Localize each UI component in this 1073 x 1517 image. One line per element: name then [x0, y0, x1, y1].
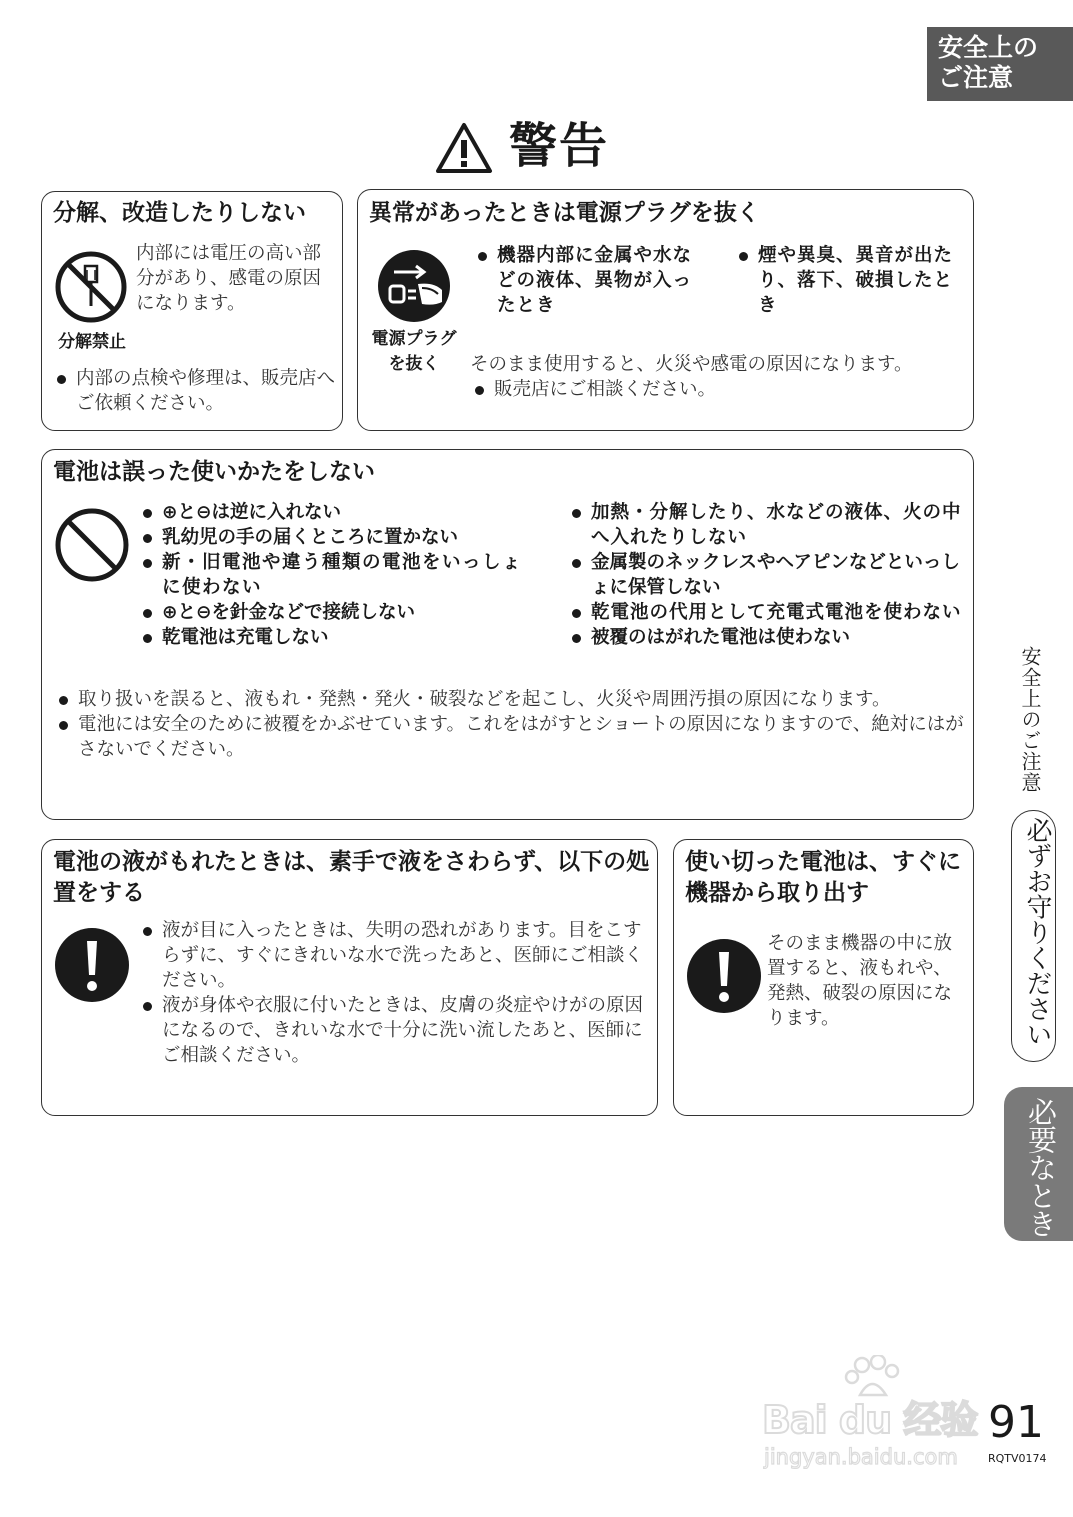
box-title: 分解、改造したりしない — [53, 200, 306, 226]
condition-item: 機器内部に金属や水などの液体、異物が入ったとき — [475, 243, 703, 318]
no-disassembly-icon — [54, 250, 128, 324]
side-tab-label: 必要なとき — [1024, 1097, 1058, 1237]
watermark-sub: jingyan.baidu.com — [764, 1445, 958, 1469]
bullet-item: 液が目に入ったときは、失明の恐れがあります。目をこすらずに、すぐにきれいな水で洗ったあと、医師にご相談ください。 — [140, 918, 648, 993]
battery-misuse-warning-box — [41, 449, 974, 820]
rule-item: 加熱・分解したり、水などの液体、火の中へ入れたりしない — [569, 500, 967, 550]
rule-item: 乾電池は充電しない — [140, 625, 538, 650]
icon-caption: 分解禁止 — [58, 332, 126, 352]
rule-item: 乾電池の代用として充電式電池を使わない — [569, 600, 967, 625]
battery-left-items — [140, 500, 538, 650]
box-bullets — [54, 366, 336, 416]
condition-item: 煙や異臭、異音が出たり、落下、破損したとき — [736, 243, 966, 318]
used-battery-warning-box — [673, 839, 974, 1116]
rule-item: ⊕と⊖は逆に入れない — [140, 500, 538, 525]
mandatory-action-icon — [54, 927, 130, 1003]
box-body-text: そのまま使用すると、火災や感電の原因になります。 — [470, 354, 913, 375]
box-body-text: そのまま機器の中に放置すると、液もれや、発熱、破裂の原因になります。 — [767, 933, 953, 1029]
page-number: 91 — [988, 1397, 1044, 1448]
battery-leak-warning-box — [41, 839, 658, 1116]
prohibited-icon — [54, 507, 130, 583]
battery-notes — [56, 687, 966, 762]
bullet-item: 販売店にご相談ください。 — [472, 377, 952, 402]
side-tab-when-needed[interactable] — [1004, 1087, 1073, 1241]
box-title: 異常があったときは電源プラグを抜く — [369, 200, 760, 226]
note-item: 取り扱いを誤ると、液もれ・発熱・発火・破裂などを起こし、火災や周囲汚損の原因になります。 — [56, 687, 966, 712]
model-code: RQTV0174 — [988, 1452, 1047, 1465]
disassemble-warning-box — [41, 191, 343, 431]
warning-header — [435, 118, 635, 180]
side-tab-must-follow[interactable] — [1011, 810, 1056, 1062]
mandatory-action-icon — [686, 938, 762, 1014]
rule-item: ⊕と⊖を針金などで接続しない — [140, 600, 538, 625]
rule-item: 金属製のネックレスやヘアピンなどといっしょに保管しない — [569, 550, 967, 600]
side-tab-label: 必ずお守りください — [1022, 817, 1052, 1047]
box-body-text: 内部には電圧の高い部分があり、感電の原因になります。 — [136, 243, 322, 314]
bullet-item: 内部の点検や修理は、販売店へご依頼ください。 — [54, 366, 336, 416]
rule-item: 乳幼児の手の届くところに置かない — [140, 525, 538, 550]
box-bullets — [140, 918, 648, 1068]
watermark-main: Bai du 经验 — [762, 1398, 978, 1442]
side-tab-safety[interactable]: 安全上のご注意 — [1018, 646, 1042, 793]
section-tab: 安全上の ご注意 — [927, 27, 1073, 101]
conditions-right — [736, 243, 966, 318]
unplug-warning-box — [357, 189, 974, 431]
box-title: 電池は誤った使いかたをしない — [53, 459, 375, 485]
conditions-left — [475, 243, 703, 318]
note-item: 電池には安全のために被覆をかぶせています。これをはがすとショートの原因になりますので、絶対にはがさないでください。 — [56, 712, 966, 762]
box-title: 使い切った電池は、すぐに機器から取り出す — [685, 849, 961, 906]
warning-triangle-icon — [435, 122, 493, 174]
rule-item: 新・旧電池や違う種類の電池をいっしょに使わない — [140, 550, 538, 600]
bullet-item: 液が身体や衣服に付いたときは、皮膚の炎症やけがの原因になるので、きれいな水で十分に洗い流したあと、医師にご相談ください。 — [140, 993, 648, 1068]
box-title: 電池の液がもれたときは、素手で液をさわらず、以下の処置をする — [53, 849, 650, 906]
watermark — [762, 1355, 1012, 1475]
unplug-icon — [376, 248, 452, 324]
icon-caption: 電源プラグ を抜く — [371, 329, 457, 374]
battery-right-items — [569, 500, 967, 650]
rule-item: 被覆のはがれた電池は使わない — [569, 625, 967, 650]
box-bullets — [472, 377, 952, 402]
warning-title: 警告 — [509, 118, 610, 174]
